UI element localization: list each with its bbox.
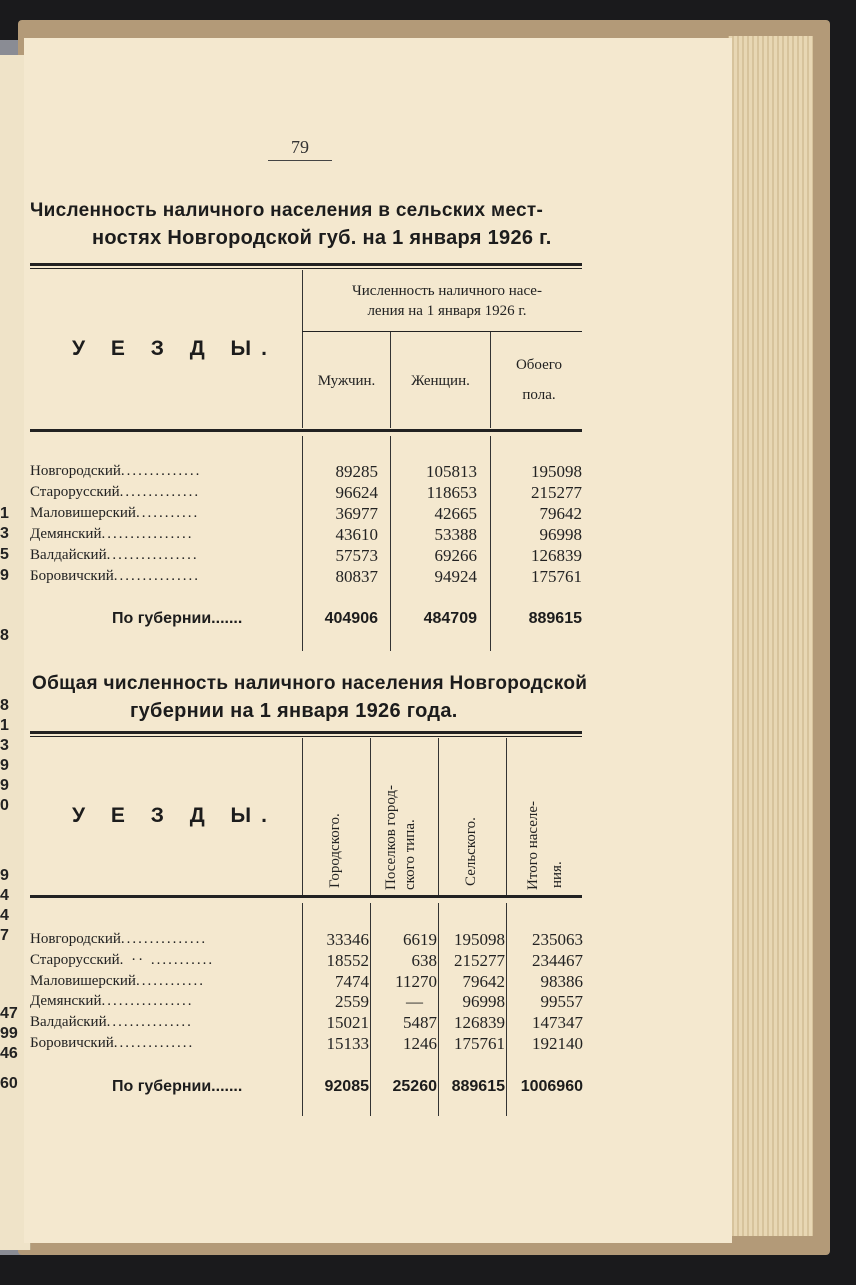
settlements-value: 1246 — [403, 1034, 437, 1053]
table1-header-rule — [30, 429, 582, 432]
both-value: 79642 — [539, 504, 582, 523]
margin-number: 8 — [0, 627, 9, 644]
district-name: Демянский................ — [30, 526, 194, 542]
margin-number: 99 — [0, 1025, 18, 1042]
men-value: 80837 — [335, 567, 378, 586]
total-overall: 1006960 — [520, 1078, 583, 1095]
both-value: 215277 — [531, 483, 582, 502]
both-value: 126839 — [531, 546, 582, 565]
urban-value: 18552 — [326, 951, 369, 970]
total-urban: 92085 — [324, 1078, 369, 1095]
table1-col-both-line1: Обоего — [515, 357, 563, 373]
table1-col-women: Женщин. — [411, 373, 470, 389]
table2-top-rule-thin — [30, 736, 582, 737]
table1-title-line2: ностях Новгородской губ. на 1 января 1926 г. — [92, 227, 552, 249]
district-name: Новгородский............... — [30, 931, 208, 947]
margin-number: 1 — [0, 717, 9, 734]
margin-number: 9 — [0, 567, 9, 584]
table2-row-header: У Е З Д Ы. — [72, 804, 277, 827]
page-number: 79 — [291, 137, 309, 157]
urban-value: 15133 — [326, 1034, 369, 1053]
total-value: 235063 — [532, 930, 583, 949]
margin-number: 7 — [0, 927, 9, 944]
margin-number: 47 — [0, 1005, 18, 1022]
total-value: 234467 — [532, 951, 583, 970]
table1-top-rule — [30, 263, 582, 266]
margin-number: 9 — [0, 777, 9, 794]
table2-col-urban: Городского. — [327, 813, 343, 888]
total-label: По губернии....... — [112, 1078, 243, 1095]
settlements-value: 6619 — [403, 930, 437, 949]
margin-number: 5 — [0, 546, 9, 563]
total-settlements: 25260 — [392, 1078, 437, 1095]
margin-number: 60 — [0, 1075, 18, 1092]
total-men: 404906 — [324, 610, 378, 627]
margin-number: 8 — [0, 697, 9, 714]
urban-value: 15021 — [326, 1013, 369, 1032]
urban-value: 7474 — [335, 972, 369, 991]
district-name: Демянский................ — [30, 993, 194, 1009]
table2-col-total-line2: ния. — [549, 861, 565, 888]
total-rural: 889615 — [451, 1078, 505, 1095]
table1-row-header: У Е З Д Ы. — [72, 337, 277, 360]
women-value: 105813 — [426, 462, 477, 481]
total-value: 192140 — [532, 1034, 583, 1053]
district-name: Новгородский.............. — [30, 463, 202, 479]
both-value: 96998 — [539, 525, 582, 544]
table2-col-settlements-line2: ского типа. — [402, 819, 418, 890]
margin-number: 3 — [0, 737, 9, 754]
margin-number: 1 — [0, 505, 9, 522]
table2-header-divider — [438, 738, 439, 895]
total-women: 484709 — [423, 610, 477, 627]
margin-number: 4 — [0, 887, 9, 904]
table1-group-header-line2: ления на 1 января 1926 г. — [367, 303, 527, 319]
district-name: Маловишерский............ — [30, 973, 205, 989]
district-name: Валдайский............... — [30, 1014, 193, 1030]
table1-title-line1: Численность наличного населения в сельских мест- — [30, 200, 544, 221]
total-value: 147347 — [532, 1013, 583, 1032]
table2-header-divider — [370, 738, 371, 895]
margin-number: 0 — [0, 797, 9, 814]
rural-value: 195098 — [454, 930, 505, 949]
table2-col-total-line1: Итого населе- — [525, 800, 541, 890]
urban-value: 2559 — [335, 992, 369, 1011]
settlements-value: 11270 — [395, 972, 437, 991]
district-name: Боровичский.............. — [30, 1035, 195, 1051]
rural-value: 96998 — [462, 992, 505, 1011]
table1-col-both-line2: пола. — [522, 387, 556, 403]
total-both: 889615 — [528, 610, 582, 627]
district-name: Валдайский................ — [30, 547, 199, 563]
page-edges — [728, 36, 813, 1236]
men-value: 89285 — [335, 462, 378, 481]
settlements-value: 5487 — [403, 1013, 437, 1032]
district-name: Старорусский.............. — [30, 484, 201, 500]
rural-value: 215277 — [454, 951, 505, 970]
table2-top-rule — [30, 731, 582, 734]
table2-header-divider — [506, 738, 507, 895]
district-name: Боровичский............... — [30, 568, 201, 584]
women-value: 118653 — [426, 483, 477, 502]
table2-header-divider — [302, 738, 303, 895]
table1-top-rule-thin — [30, 268, 582, 269]
margin-number: 9 — [0, 867, 9, 884]
margin-number: 9 — [0, 757, 9, 774]
rural-value: 126839 — [454, 1013, 505, 1032]
women-value: 42665 — [434, 504, 477, 523]
table2-title-line2: губернии на 1 января 1926 года. — [130, 700, 458, 722]
page-number-underline — [268, 160, 332, 161]
total-value: 99557 — [540, 992, 583, 1011]
margin-number: 3 — [0, 525, 9, 542]
district-name: Старорусский. ·· ........... — [30, 952, 215, 968]
table2-title-line1: Общая численность наличного населения Новгородской — [32, 673, 588, 694]
men-value: 57573 — [335, 546, 378, 565]
rural-value: 175761 — [454, 1034, 505, 1053]
settlements-value: — — [406, 992, 423, 1011]
margin-number: 46 — [0, 1045, 18, 1062]
table1-col-men: Мужчин. — [317, 373, 376, 389]
men-value: 43610 — [335, 525, 378, 544]
both-value: 195098 — [531, 462, 582, 481]
margin-number: 4 — [0, 907, 9, 924]
table2-col-rural: Сельского. — [463, 817, 479, 886]
total-label: По губернии....... — [112, 610, 243, 627]
table1-group-rule — [302, 331, 582, 332]
both-value: 175761 — [531, 567, 582, 586]
urban-value: 33346 — [326, 930, 369, 949]
table1-group-header-line1: Численность наличного насе- — [352, 283, 542, 299]
table2-col-settlements-line1: Поселков город- — [383, 784, 399, 890]
men-value: 96624 — [335, 483, 378, 502]
settlements-value: 638 — [411, 951, 437, 970]
total-value: 98386 — [540, 972, 583, 991]
men-value: 36977 — [335, 504, 378, 523]
district-name: Маловишерский........... — [30, 505, 200, 521]
women-value: 69266 — [434, 546, 477, 565]
women-value: 94924 — [434, 567, 477, 586]
table2-header-rule — [30, 895, 582, 898]
rural-value: 79642 — [462, 972, 505, 991]
women-value: 53388 — [434, 525, 477, 544]
